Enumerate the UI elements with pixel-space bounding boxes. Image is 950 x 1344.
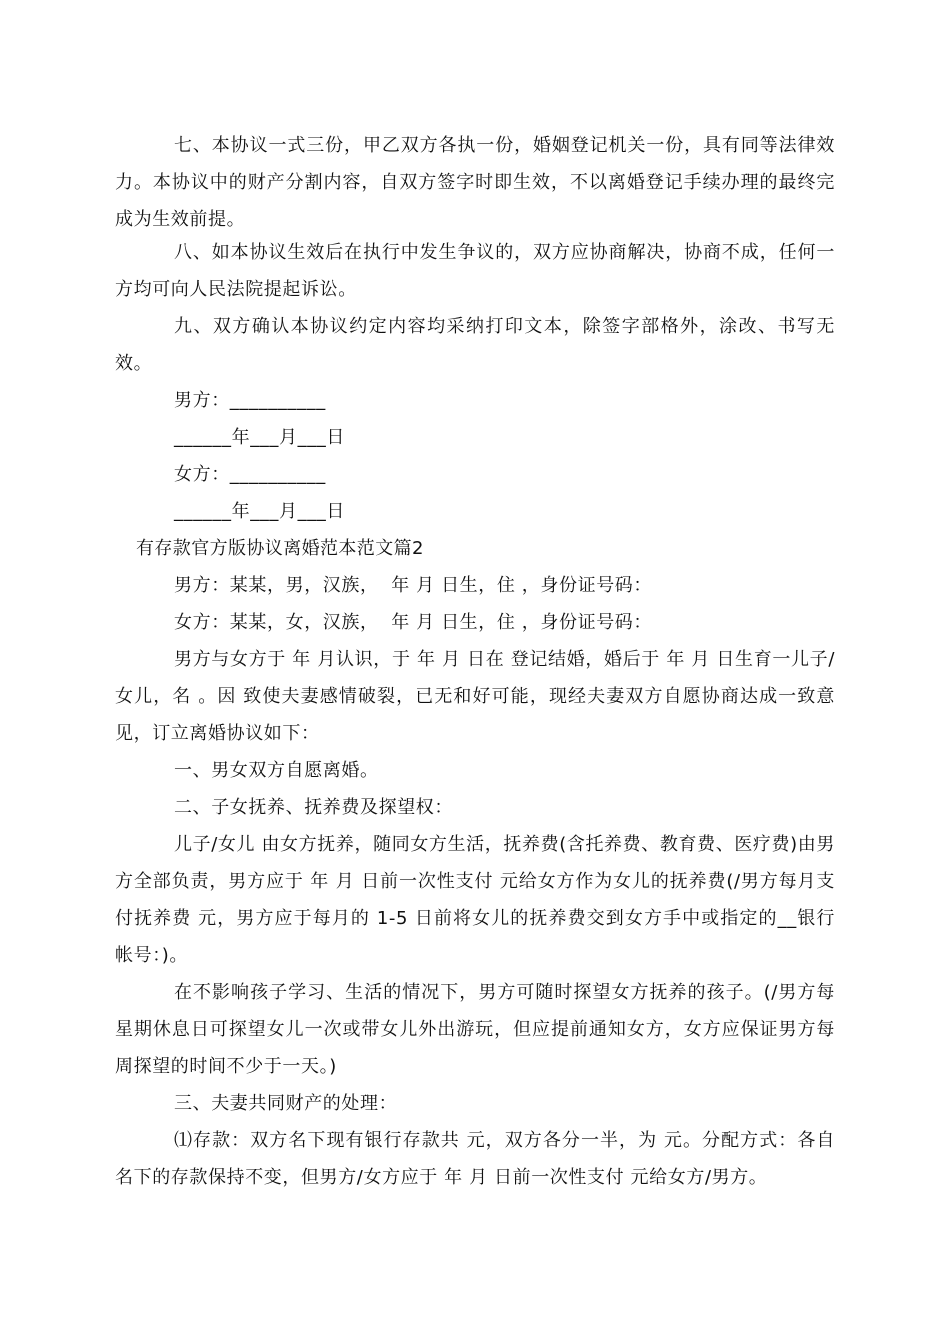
clause-eight: 八、如本协议生效后在执行中发生争议的，双方应协商解决，协商不成，任何一方均可向人民法院提起诉讼。	[115, 242, 835, 300]
visitation-paragraph: 在不影响孩子学习、生活的情况下，男方可随时探望女方抚养的孩子。(/男方每星期休息日可探望女儿一次或带女儿外出游玩，但应提前通知女方，女方应保证男方每周探望的时间不少于一天。)	[115, 982, 835, 1077]
male-signature-line: 男方：__________	[174, 390, 326, 411]
custody-paragraph: 儿子/女儿 由女方抚养，随同女方生活，抚养费(含托养费、教育费、医疗费)由男方全部负责，男方应于 年 月 日前一次性支付 元给女方作为女儿的抚养费(/男方每月支付抚养费 元，男方应于每月的 1-5 日前将女儿的抚养费交到女方手中或指定的__银行帐号：)。	[115, 834, 835, 966]
item-two: 二、子女抚养、抚养费及探望权：	[174, 797, 453, 818]
item-one: 一、男女双方自愿离婚。	[174, 760, 379, 781]
intro-paragraph: 男方与女方于 年 月认识，于 年 月 日在 登记结婚，婚后于 年 月 日生育一儿子/女儿，名 。因 致使夫妻感情破裂，已无和好可能，现经夫妻双方自愿协商达成一致意见，订立离婚协议如下：	[115, 649, 835, 744]
clause-nine: 九、双方确认本协议约定内容均采纳打印文本，除签字部格外，涂改、书写无效。	[115, 316, 835, 374]
female-date-line: ______年___月___日	[174, 501, 345, 522]
party-female: 女方：某某，女，汉族， 年 月 日生，住 ，身份证号码：	[174, 612, 653, 633]
section-title: 有存款官方版协议离婚范本范文篇2	[136, 538, 424, 559]
item-three: 三、夫妻共同财产的处理：	[174, 1093, 398, 1114]
deposit-paragraph: ⑴存款：双方名下现有银行存款共 元，双方各分一半，为 元。分配方式：各自名下的存款保持不变，但男方/女方应于 年 月 日前一次性支付 元给女方/男方。	[115, 1130, 835, 1188]
female-signature-line: 女方：__________	[174, 464, 326, 485]
clause-seven: 七、本协议一式三份，甲乙双方各执一份，婚姻登记机关一份，具有同等法律效力。本协议中的财产分割内容，自双方签字时即生效，不以离婚登记手续办理的最终完成为生效前提。	[115, 135, 835, 230]
party-male: 男方：某某，男，汉族， 年 月 日生，住 ，身份证号码：	[174, 575, 653, 596]
male-date-line: ______年___月___日	[174, 427, 345, 448]
